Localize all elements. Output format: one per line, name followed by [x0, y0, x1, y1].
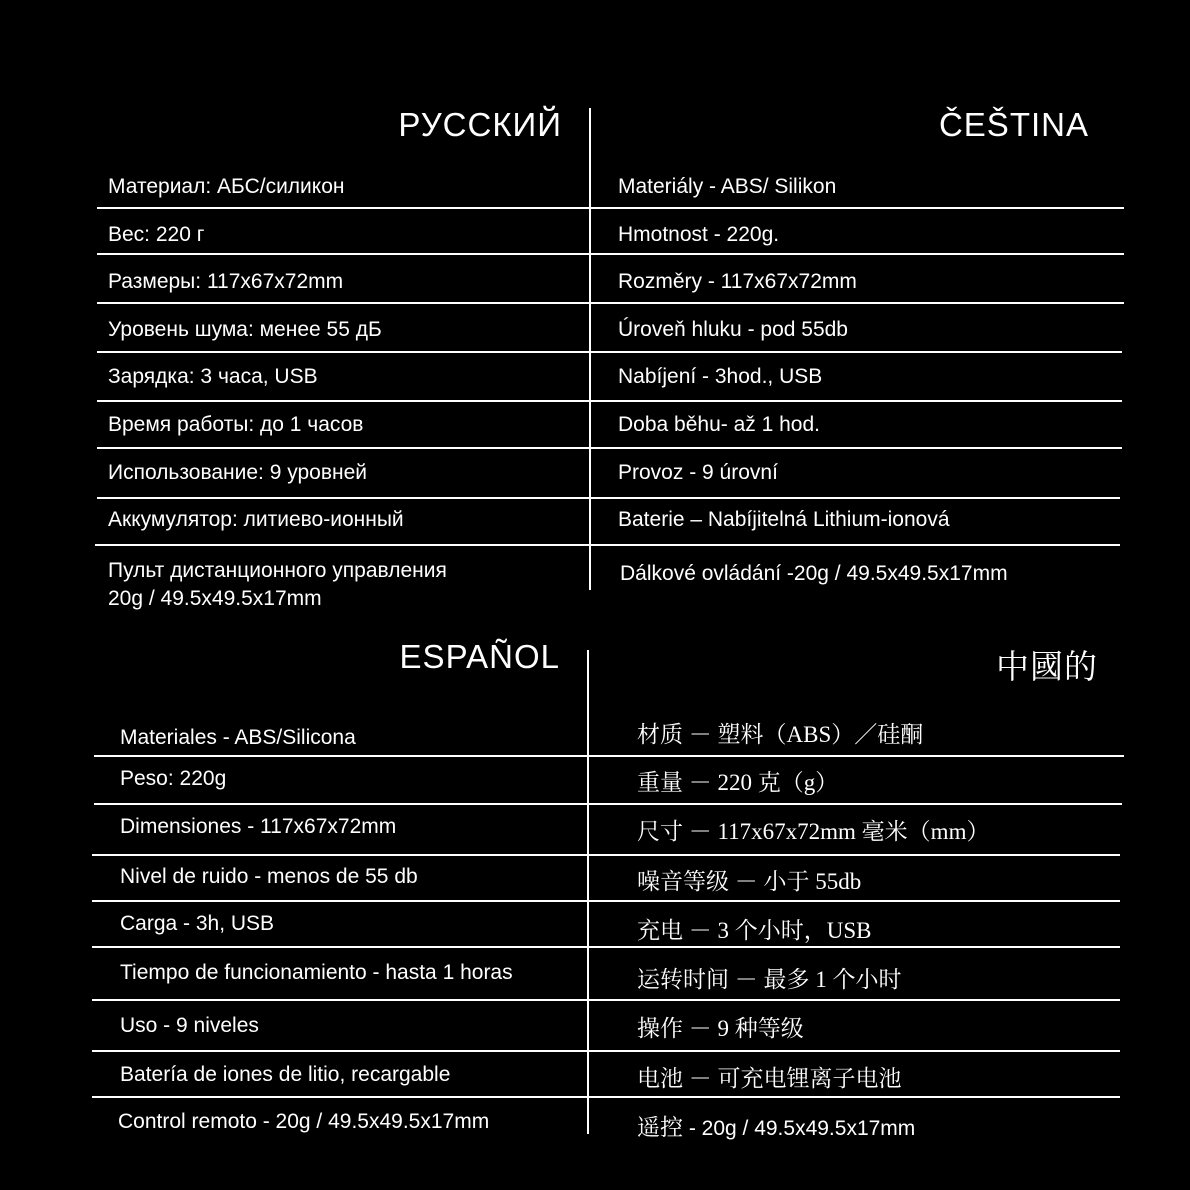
- russian-material: Материал: АБС/силикон: [108, 175, 345, 198]
- czech-heading: ČEŠTINA: [938, 106, 1089, 143]
- top-row-line: [97, 253, 1124, 255]
- czech-noise-level: Úroveň hluku - pod 55db: [618, 318, 848, 341]
- spanish-weight: Peso: 220g: [120, 767, 227, 790]
- top-row-line: [97, 302, 1124, 304]
- czech-usage: Provoz - 9 úrovní: [618, 461, 778, 484]
- spanish-usage: Uso - 9 niveles: [120, 1014, 259, 1037]
- top-row-line: [97, 351, 1122, 353]
- russian-usage: Использование: 9 уровней: [108, 461, 368, 484]
- czech-material: Materiály - ABS/ Silikon: [618, 175, 837, 198]
- czech-remote: Dálkové ovládání -20g / 49.5x49.5x17mm: [620, 562, 1008, 585]
- bottom-row-line: [92, 1096, 1120, 1098]
- chinese-battery: 电池 － 可充电锂离子电池: [637, 1066, 902, 1091]
- czech-runtime: Doba běhu- až 1 hod.: [618, 413, 820, 436]
- russian-noise-level: Уровень шума: менее 55 дБ: [108, 318, 382, 341]
- chinese-dimensions: 尺寸 － 117x67x72mm 毫米（mm）: [637, 819, 990, 844]
- bottom-row-line: [94, 803, 1122, 805]
- russian-heading: РУССКИЙ: [398, 106, 562, 143]
- russian-charging: Зарядка: 3 часа, USB: [108, 365, 318, 388]
- top-divider: [589, 108, 591, 590]
- chinese-remote-label: 遥控: [637, 1115, 683, 1140]
- spanish-runtime: Tiempo de funcionamiento - hasta 1 horas: [120, 961, 513, 984]
- czech-dimensions: Rozměry - 117x67x72mm: [618, 270, 857, 293]
- russian-runtime: Время работы: до 1 часов: [108, 413, 364, 436]
- russian-remote-label: Пульт дистанционного управления: [108, 559, 447, 582]
- bottom-row-line: [94, 755, 1124, 757]
- spanish-battery: Batería de iones de litio, recargable: [120, 1063, 451, 1086]
- chinese-weight: 重量 － 220 克（g）: [637, 770, 839, 795]
- czech-battery: Baterie – Nabíjitelná Lithium-ionová: [618, 508, 950, 531]
- chinese-remote: [637, 1114, 915, 1143]
- czech-weight: Hmotnost - 220g.: [618, 223, 780, 246]
- top-row-line: [97, 400, 1122, 402]
- top-row-line: [97, 447, 1122, 449]
- chinese-charging: 充电 － 3 个小时，USB: [637, 918, 872, 943]
- chinese-usage: 操作 － 9 种等级: [637, 1016, 804, 1041]
- russian-battery: Аккумулятор: литиево-ионный: [108, 508, 404, 531]
- chinese-remote-value: - 20g / 49.5x49.5x17mm: [683, 1117, 916, 1140]
- bottom-row-line: [92, 999, 1120, 1001]
- russian-weight: Вес: 220 г: [108, 223, 205, 246]
- bottom-row-line: [92, 900, 1120, 902]
- spanish-dimensions: Dimensiones - 117x67x72mm: [120, 815, 397, 838]
- spanish-remote: Control remoto - 20g / 49.5x49.5x17mm: [118, 1110, 490, 1133]
- spanish-heading: ESPAÑOL: [399, 638, 560, 675]
- bottom-row-line: [92, 1050, 1120, 1052]
- spanish-noise-level: Nivel de ruido - menos de 55 db: [120, 865, 418, 888]
- spanish-charging: Carga - 3h, USB: [120, 912, 275, 935]
- bottom-row-line: [92, 854, 1120, 856]
- spanish-material: Materiales - ABS/Silicona: [120, 726, 356, 749]
- top-row-line: [97, 207, 1124, 209]
- chinese-heading: 中國的: [996, 648, 1098, 685]
- chinese-material: 材质 － 塑料（ABS）／硅酮: [637, 722, 924, 747]
- chinese-runtime: 运转时间 － 最多 1 个小时: [637, 967, 902, 992]
- top-row-line: [97, 497, 1120, 499]
- chinese-noise-level: 噪音等级 － 小于 55db: [637, 869, 862, 894]
- bottom-divider: [587, 650, 589, 1134]
- top-row-line: [95, 544, 1120, 546]
- czech-charging: Nabíjení - 3hod., USB: [618, 365, 823, 388]
- bottom-row-line: [92, 946, 1120, 948]
- russian-remote-value: 20g / 49.5x49.5x17mm: [108, 587, 322, 610]
- russian-dimensions: Размеры: 117x67x72mm: [108, 270, 344, 293]
